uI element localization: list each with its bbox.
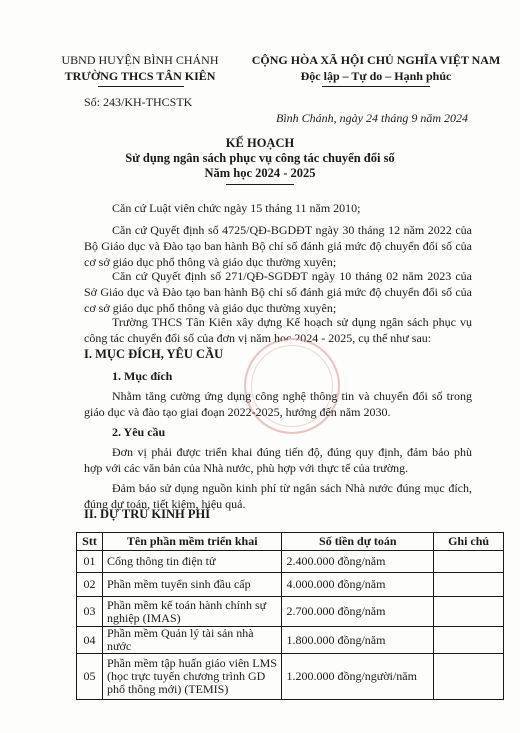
col-stt: Stt	[77, 533, 103, 551]
title-sub: Sử dụng ngân sách phục vụ công tác chuyển đổi số	[125, 151, 395, 165]
motto: Độc lập – Tự do – Hạnh phúc	[300, 69, 452, 83]
school-name: TRƯỜNG THCS TÂN KIÊN	[64, 69, 216, 83]
section2-heading: II. DỰ TRÙ KINH PHÍ	[84, 507, 211, 521]
row-stt: 01	[77, 551, 103, 573]
section1-heading: I. MỤC ĐÍCH, YÊU CẦU	[84, 347, 224, 361]
title-year: Năm học 2024 - 2025	[204, 166, 316, 180]
col-note: Ghi chú	[434, 533, 504, 551]
row-stt: 05	[77, 654, 103, 700]
title-main: KẾ HOẠCH	[225, 136, 295, 150]
table-row	[77, 573, 504, 597]
basis-4: Trường THCS Tân Kiên xây dựng Kế hoạch sử dụng ngân sách phục vụ công tác chuyển đổi số của đơn vị năm học 2024 - 2025, cụ thể như sau:	[84, 315, 472, 345]
row-stt: 03	[77, 597, 103, 627]
row-software-name: Phần mềm tập huấn giáo viên LMS (học trực tuyến chương trình GD phổ thông mới) (TEMIS)	[102, 654, 281, 700]
row-software-name: Phần mềm kế toán hành chính sự nghiệp (IMAS)	[102, 597, 281, 627]
title-underline	[226, 184, 294, 185]
basis-1: Căn cứ Luật viên chức ngày 15 tháng 11 năm 2010;	[112, 201, 361, 215]
header-right-underline	[322, 86, 430, 87]
row-amount: 4.000.000 đồng/năm	[282, 573, 434, 597]
document-title	[60, 136, 460, 181]
col-software-name: Tên phần mềm triển khai	[102, 533, 281, 551]
table-row	[77, 627, 504, 654]
basis-3: Căn cứ Quyết định số 271/QĐ-SGDĐT ngày 10 tháng 02 năm 2023 của Sở Giáo dục và Đào tạo ban hành Bộ chỉ số đánh giá mức độ chuyển đổi số của cơ sở giáo dục phổ thông và giáo dục thường xuyên;	[84, 269, 472, 315]
budget-table	[76, 532, 504, 700]
requirement-text-2: Đảm bảo sử dụng nguồn kinh phí từ ngân sách Nhà nước đúng mục đích, đúng dự toán, tiết kiệm, hiệu quả.	[84, 481, 472, 511]
col-amount: Số tiền dự toán	[282, 533, 434, 551]
row-note	[434, 551, 504, 573]
row-software-name: Phần mềm Quản lý tài sản nhà nước	[102, 627, 281, 654]
header-right	[246, 52, 506, 84]
row-amount: 1.800.000 đồng/năm	[282, 627, 434, 654]
agency-name: UBND HUYỆN BÌNH CHÁNH	[61, 53, 219, 67]
place-date: Bình Chánh, ngày 24 tháng 9 năm 2024	[276, 111, 468, 125]
row-amount: 2.700.000 đồng/năm	[282, 597, 434, 627]
table-header-row	[77, 533, 504, 551]
requirement-text-1: Đơn vị phải được triển khai đúng tiến độ, đúng quy định, đảm bảo phù hợp với các văn bản của Nhà nước, phù hợp với thực tế của trường.	[84, 445, 472, 475]
row-software-name: Phần mềm tuyển sinh đầu cấp	[102, 573, 281, 597]
nation-name: CỘNG HÒA XÃ HỘI CHỦ NGHĨA VIỆT NAM	[251, 53, 501, 67]
header-left-underline	[98, 86, 184, 87]
table-row	[77, 551, 504, 573]
row-note	[434, 573, 504, 597]
row-software-name: Cổng thông tin điện tử	[102, 551, 281, 573]
requirement-heading: 2. Yêu cầu	[112, 425, 166, 439]
row-note	[434, 654, 504, 700]
purpose-heading: 1. Mục đích	[112, 369, 173, 383]
doc-number: Số: 243/KH-THCSTK	[84, 95, 193, 109]
row-amount: 2.400.000 đồng/năm	[282, 551, 434, 573]
header-left	[40, 52, 240, 84]
row-note	[434, 597, 504, 627]
table-row	[77, 597, 504, 627]
basis-2: Căn cứ Quyết định số 4725/QĐ-BGDĐT ngày 30 tháng 12 năm 2022 của Bộ Giáo dục và Đào tạo ban hành Bộ chỉ số đánh giá mức độ chuyển đổi số của cơ sở giáo dục phổ thông và giáo dục thường xuyên;	[84, 223, 472, 269]
table-row	[77, 654, 504, 700]
row-amount: 1.200.000 đồng/người/năm	[282, 654, 434, 700]
row-stt: 02	[77, 573, 103, 597]
row-stt: 04	[77, 627, 103, 654]
purpose-text: Nhằm tăng cường ứng dụng công nghệ thông tin và chuyển đổi số trong giáo dục và đào tạo giai đoạn 2022-2025, hướng đến năm 2030.	[84, 389, 472, 419]
row-note	[434, 627, 504, 654]
